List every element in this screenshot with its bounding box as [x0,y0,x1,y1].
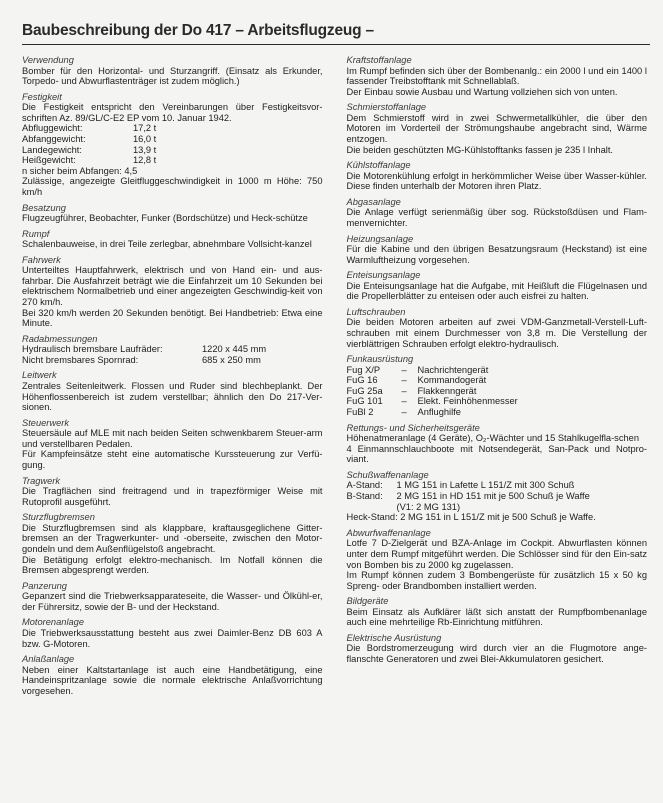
weight-value: 13,9 t [133,144,157,155]
radio-device: FuG 25a [346,385,383,396]
weapon-row [347,491,648,502]
section-text: Beim Einsatz als Aufklärer läßt sich anstatt der Rumpfbombenanlage auch eine mehrteilige Rb-Einrichtung mitführen. [346,606,647,628]
radio-device: FuG 101 [346,396,383,407]
wheel-value: 1220 x 445 mm [202,344,267,355]
weight-row [22,134,323,145]
section-heading: Radabmessungen [22,333,98,344]
section-heading: Anlaßanlage [22,654,75,665]
section-kraftstoffanlage [347,55,648,97]
section-text: Dem Schmierstoff wird in zwei Schwermetallkühler, die über den Motoren im Vorderteil der Strömungshaube angebracht sind, Wärme entzogen. [346,112,647,144]
wheel-label: Nicht bremsbares Spornrad: [22,354,139,365]
page-title: Baubeschreibung der Do 417 – Arbeitsflugzeug – [22,22,374,39]
wheel-label: Hydraulisch bremsbare Laufräder: [22,344,163,355]
wheel-row [22,355,323,366]
radio-row [347,365,648,376]
weapon-row [347,502,648,513]
section-text: Die Bordstromerzeugung wird durch vier an die Flugmotore ange-flanschte Generatoren und zwei Blei-Akkumulatoren gesichert. [346,643,647,665]
radio-row [347,386,648,397]
weapon-station [347,502,397,513]
weapon-station: A-Stand: [346,480,383,491]
right-column [347,55,648,701]
section-heading: Festigkeit [22,91,62,102]
section-text: Die Anlage verfügt serienmäßig über sog. Rückstoßdüsen und Flam-menvernichter. [346,207,647,228]
section-funkausruestung [347,354,648,417]
radio-description: Nachrichtengerät [417,364,489,375]
section-heading: Enteisungsanlage [346,270,421,281]
section-text: Zentrales Seitenleitwerk. Flossen und Ruder sind blechbeplankt. Der Höhenflossenbereich ist zudem verstellbar; ähnlich den Do 217-Ver-sionen. [22,380,323,413]
section-leitwerk [22,370,323,412]
radio-row [347,396,648,407]
weight-row [22,155,323,166]
section-anlassanlage [22,654,323,696]
section-radabmessungen [22,334,323,366]
section-sturzflugbremsen [22,512,323,575]
weight-label: Abfluggewicht: [22,123,83,134]
section-heading: Fahrwerk [22,254,61,265]
section-text: Im Rumpf können zudem 3 Bombengerüste für zusätzlich 15 x 50 kg Spreng- oder Brandbomben installiert werden. [346,570,647,591]
weapon-row [347,480,648,491]
wheel-value: 685 x 250 mm [202,354,261,365]
weapon-description: 2 MG 151 in HD 151 mit je 500 Schuß je Waffe [396,491,590,502]
section-text: Heck-Stand: 2 MG 151 in L 151/Z mit je 500 Schuß je Waffe. [346,512,596,523]
section-text: Die Enteisungsanlage hat die Aufgabe, mit Heißluft die Flügelnasen und die Propellerblätter zu enteisen oder auch eisfrei zu halten. [346,280,647,302]
section-text: Gepanzert sind die Triebwerksapparateseite, die Wasser- und Ölkühl-er, der Führersitz, sowie der B- und der Heckstand. [22,591,323,612]
section-heading: Kraftstoffanlage [346,55,412,65]
wheel-row [22,344,323,355]
section-heading: Rumpf [22,228,50,239]
radio-device: FuBl 2 [346,407,374,418]
section-enteisungsanlage [347,270,648,302]
section-text: Die Festigkeit entspricht den Vereinbarungen über Festigkeitsvor-schriften Az. 89/GL/C-E2 EP vom 10. Januar 1942. [22,102,323,123]
section-heizungsanlage [347,234,648,266]
weapon-station: B-Stand: [346,491,383,502]
section-heading: Tragwerk [22,475,61,486]
section-fahrwerk [22,255,323,329]
section-text: Die Sturzflugbremsen sind als klappbare, kraftausgeglichene Gitter-bremsen an der Tragwerkunter- und -oberseite, zwischen den Motor-gondeln und dem Außenflügelstoß angebracht. [22,522,323,554]
section-festigkeit [22,92,323,198]
section-text: n sicher beim Abfangen: 4,5 [22,165,138,176]
section-text: Für Kampfeinsätze steht eine automatische Kurssteuerung zur Verfü-gung. [22,449,323,471]
section-text: Im Rumpf befinden sich über der Bombenanlg.: ein 2000 l und ein 1400 l fassender Treibstofftank mit Schnellablaß. [346,65,647,87]
section-heading: Motorenanlage [22,617,85,628]
section-text: Zulässige, angezeigte Gleitfluggeschwindigkeit in 1000 m Höhe: 750 km/h [22,176,323,197]
section-heading: Schmierstoffanlage [346,102,427,113]
section-text: Höhenatmeranlage (4 Geräte), O₂-Wächter und 15 Stahlkugelfla-schen [346,433,639,444]
radio-row [347,375,648,386]
section-heading: Bildgeräte [346,596,389,607]
section-heading: Funkausrüstung [346,354,414,365]
section-text: Unterteiltes Hauptfahrwerk, elektrisch und von Hand ein- und aus-fahrbar. Die Ausfahrzeit beträgt wie die Einfahrzeit um 10 Sekunden bei elektrischem Normalbetrieb und einer angezeigten Geschwindig-keit von 270 km/h. [22,265,323,307]
radio-dash: – [401,364,407,375]
section-heading: Leitwerk [22,370,57,381]
section-heading: Steuerwerk [22,417,70,428]
section-abwurfwaffenanlage [347,528,648,591]
radio-description: Kommandogerät [417,375,487,386]
radio-description: Elekt. Feinhöhenmesser [417,396,518,407]
section-heading: Verwendung [22,55,74,65]
section-kuehlstoffanlage [347,160,648,192]
section-besatzung [22,203,323,224]
weight-label: Landegewicht: [22,144,82,155]
section-schmierstoffanlage [347,102,648,155]
section-heading: Sturzflugbremsen [22,512,95,523]
section-rettungsgeraete [347,423,648,465]
section-elektrische-ausruestung [347,633,648,665]
section-bildgeraete [347,596,648,628]
radio-description: Flakkenngerät [417,385,477,396]
left-column [22,55,323,701]
radio-description: Anflughilfe [417,407,461,418]
section-heading: Elektrische Ausrüstung [346,632,442,643]
radio-row [347,407,648,418]
weight-label: Heißgewicht: [22,155,76,166]
section-schusswaffenanlage [347,470,648,523]
section-heading: Heizungsanlage [346,233,414,244]
section-text: Lotfe 7 D-Zielgerät und BZA-Anlage im Cockpit. Abwurflasten können unter dem Rumpf mitgeführt werden. Die Schlösser sind für den Ein-satz von Bomben bis zu 2000 kg zugelassen. [346,538,647,570]
section-text: Die Triebwerksausstattung besteht aus zwei Daimler-Benz DB 603 A bzw. G-Motoren. [22,627,323,649]
weight-row [22,145,323,156]
section-text: 4 Einmannschlauchboote mit Notsendegerät, San-Pack und Notpro-viant. [346,443,647,465]
radio-device: Fug X/P [346,364,381,375]
section-text: Bei 320 km/h werden 20 Sekunden benötigt. Bei Handbetrieb: Etwa eine Minute. [22,307,323,329]
section-rumpf [22,229,323,250]
radio-dash: – [401,396,407,407]
weight-value: 12,8 t [133,155,157,166]
weight-label: Abfanggewicht: [22,133,86,144]
weight-value: 16,0 t [133,133,157,144]
section-text: Die beiden geschützten MG-Kühlstofftanks fassen je 235 l Inhalt. [346,144,613,155]
section-heading: Abgasanlage [346,196,401,207]
section-text: Für die Kabine und den übrigen Besatzungsraum (Heckstand) ist eine Warmluftheizung vorgesehen. [346,244,647,265]
section-heading: Luftschrauben [346,306,406,317]
section-heading: Panzerung [22,580,67,591]
radio-device: FuG 16 [346,375,378,386]
section-tragwerk [22,476,323,508]
weight-row [22,123,323,134]
section-heading: Rettungs- und Sicherheitsgeräte [346,422,480,433]
section-heading: Abwurfwaffenanlage [346,527,431,538]
radio-dash: – [401,375,407,386]
section-steuerwerk [22,418,323,471]
radio-dash: – [401,385,407,396]
weight-value: 17,2 t [133,123,157,134]
section-panzerung [22,581,323,613]
section-text: Schalenbauweise, in drei Teile zerlegbar, abnehmbare Vollsicht-kanzel [22,239,312,250]
section-heading: Besatzung [22,202,66,213]
section-text: Die beiden Motoren arbeiten auf zwei VDM-Ganzmetall-Verstell-Luft-schrauben mit einem Durchmesser von 3,8 m. Die Verstellung der vierblättrigen Schrauben erfolgt elektro-hydraulisch. [346,317,647,349]
section-text: Bomber für den Horizontal- und Sturzangriff. (Einsatz als Erkunder, Torpedo- und Abwurflastenträger ist zudem möglich.) [22,65,323,87]
section-heading: Kühlstoffanlage [346,160,411,171]
section-text: Flugzeugführer, Beobachter, Funker (Bordschütze) und Heck-schütze [22,213,308,224]
columns [22,55,647,701]
section-text: Die Tragflächen sind freitragend und in trapezförmiger Weise mit Rutoprofil ausgeführt. [22,486,323,507]
section-text: Neben einer Kaltstartanlage ist auch eine Handbetätigung, eine Handeinspritzanlage sowie die normale elektrische Anlaßvorrichtung vorgesehen. [22,664,323,696]
radio-dash: – [401,407,407,418]
section-text: Der Einbau sowie Ausbau und Wartung vollziehen sich von unten. [346,86,618,97]
section-motorenanlage [22,617,323,649]
section-heading: Schußwaffenanlage [346,469,429,480]
section-luftschrauben [347,307,648,349]
weapon-description: 1 MG 151 in Lafette L 151/Z mit 300 Schuß [396,480,575,491]
section-text: Die Betätigung erfolgt elektro-mechanisch. Im Notfall können die Bremsen abgesprengt werden. [22,554,323,576]
section-text: Steuersäule auf MLE mit nach beiden Seiten schwenkbarem Steuer-arm und verstellbaren Pedalen. [22,428,323,449]
section-text: Die Motorenkühlung erfolgt in herkömmlicher Weise über Wasser-kühler. Diese finden unterhalb der Motoren ihren Platz. [346,170,647,192]
title-rule [22,44,650,45]
section-verwendung [22,55,323,87]
section-abgasanlage [347,197,648,229]
weapon-description: (V1: 2 MG 131) [396,501,461,512]
